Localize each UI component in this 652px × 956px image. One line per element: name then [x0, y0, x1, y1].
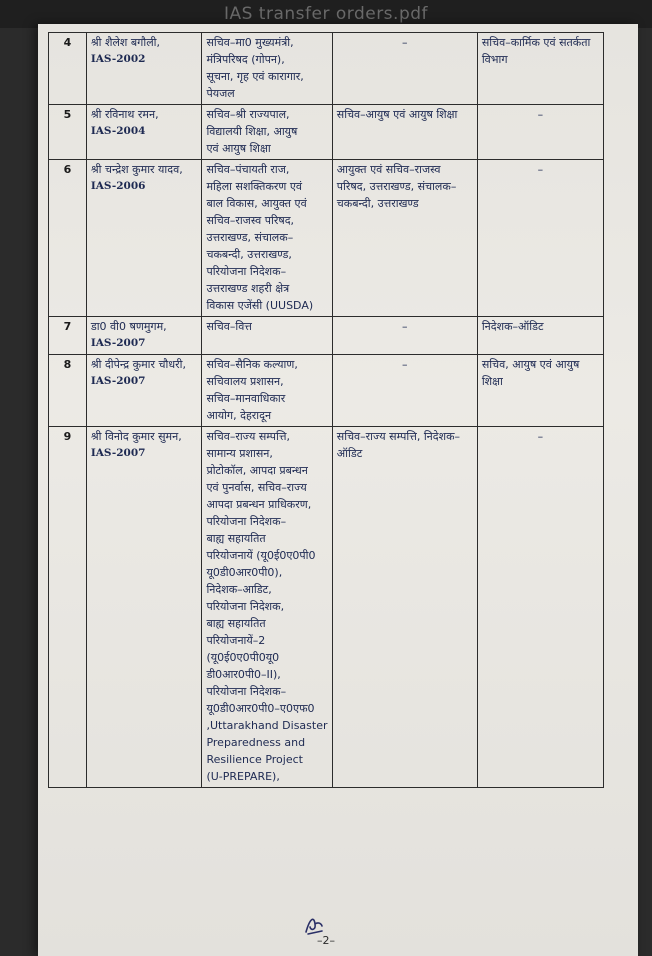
- posting-line: (यू0ई0ए0पी0यू0: [206, 651, 280, 664]
- posting-line: यू0डी0आर0पी0),: [206, 566, 283, 579]
- officer-name: श्री शैलेश बगौली,: [90, 36, 161, 49]
- posting-line: सचिव–सैनिक कल्याण,: [206, 358, 298, 371]
- table-row: [49, 427, 604, 788]
- relieved-from: सचिव–आयुष एवं आयुष शिक्षा: [332, 105, 477, 160]
- table-row: [49, 105, 604, 160]
- posting-line: मंत्रिपरिषद (गोपन),: [206, 53, 285, 66]
- relieved-from: –: [332, 355, 477, 427]
- posting-line: सचिव–वित्त: [206, 320, 252, 333]
- posting-line: विकास एजेंसी (UUSDA): [206, 299, 314, 312]
- officer-name: श्री रविनाथ रमन,: [90, 108, 159, 121]
- officer-name: श्री दीपेन्द्र कुमार चौधरी,: [90, 358, 186, 371]
- posting-line: बाह्य सहायतित: [206, 617, 266, 630]
- posting-line: आयोग, देहरादून: [206, 409, 272, 422]
- posting-line: आपदा प्रबन्धन प्राधिकरण,: [206, 498, 312, 511]
- ias-batch: IAS-2004: [90, 125, 146, 137]
- serial-number: 6: [49, 160, 87, 317]
- table-row: [49, 355, 604, 427]
- posting-line: विद्यालयी शिक्षा, आयुष: [206, 125, 298, 138]
- posting-line: सचिव–मा0 मुख्यमंत्री,: [206, 36, 294, 49]
- current-posting: [202, 160, 332, 317]
- posting-line: परियोजना निदेशक,: [206, 600, 285, 613]
- posting-line: परियोजनायें–2: [206, 634, 266, 647]
- current-posting: [202, 427, 332, 788]
- officer-name: डा0 वी0 षणमुगम,: [90, 320, 167, 333]
- relieved-from: आयुक्त एवं सचिव–राजस्व परिषद, उत्तराखण्ड, संचालक–चकबन्दी, उत्तराखण्ड: [332, 160, 477, 317]
- relieved-from: –: [332, 317, 477, 355]
- officer-cell: [86, 160, 202, 317]
- serial-number: 8: [49, 355, 87, 427]
- posting-line: एवं पुनर्वास, सचिव–राज्य: [206, 481, 307, 494]
- posting-line: यू0डी0आर0पी0–ए0एफ0: [206, 702, 315, 715]
- ias-batch: IAS-2007: [90, 375, 146, 387]
- posting-line: Preparedness and: [206, 736, 306, 749]
- posting-line: सचिव–पंचायती राज,: [206, 163, 290, 176]
- officer-cell: [86, 33, 202, 105]
- posting-line: परियोजना निदेशक–: [206, 265, 287, 278]
- serial-number: 7: [49, 317, 87, 355]
- posting-line: चकबन्दी, उत्तराखण्ड,: [206, 248, 292, 261]
- posting-line: परियोजना निदेशक–: [206, 685, 287, 698]
- posting-line: सचिव–राजस्व परिषद,: [206, 214, 295, 227]
- posting-line: सामान्य प्रशासन,: [206, 447, 273, 460]
- officer-cell: [86, 427, 202, 788]
- current-posting: [202, 105, 332, 160]
- posting-line: परियोजना निदेशक–: [206, 515, 287, 528]
- table-row: [49, 33, 604, 105]
- table-row: [49, 160, 604, 317]
- posting-line: (U-PREPARE),: [206, 770, 280, 783]
- posting-line: परियोजनायें (यू0ई0ए0पी0: [206, 549, 316, 562]
- page-number: –2–: [317, 934, 335, 947]
- posting-line: बाल विकास, आयुक्त एवं: [206, 197, 307, 210]
- current-posting: [202, 355, 332, 427]
- posting-line: एवं आयुष शिक्षा: [206, 142, 271, 155]
- posting-line: प्रोटोकॉल, आपदा प्रबन्धन: [206, 464, 308, 477]
- posting-line: ,Uttarakhand Disaster: [206, 719, 328, 732]
- posting-line: पेयजल: [206, 87, 235, 100]
- posting-line: निदेशक–आडिट,: [206, 583, 272, 596]
- ias-batch: IAS-2006: [90, 180, 146, 192]
- transfer-table: [48, 32, 604, 788]
- ias-batch: IAS-2007: [90, 447, 146, 459]
- current-posting: [202, 33, 332, 105]
- serial-number: 4: [49, 33, 87, 105]
- posting-line: Resilience Project: [206, 753, 303, 766]
- posting-line: महिला सशक्तिकरण एवं: [206, 180, 303, 193]
- new-posting: –: [477, 427, 603, 788]
- officer-cell: [86, 105, 202, 160]
- officer-name: श्री चन्द्रेश कुमार यादव,: [90, 163, 183, 176]
- serial-number: 5: [49, 105, 87, 160]
- officer-name: श्री विनोद कुमार सुमन,: [90, 430, 182, 443]
- posting-line: डी0आर0पी0–II),: [206, 668, 281, 681]
- posting-line: सचिवालय प्रशासन,: [206, 375, 284, 388]
- new-posting: सचिव, आयुष एवं आयुष शिक्षा: [477, 355, 603, 427]
- ias-batch: IAS-2002: [90, 53, 146, 65]
- posting-line: बाह्य सहायतित: [206, 532, 266, 545]
- officer-cell: [86, 317, 202, 355]
- current-posting: [202, 317, 332, 355]
- posting-line: सचिव–मानवाधिकार: [206, 392, 286, 405]
- new-posting: सचिव–कार्मिक एवं सतर्कता विभाग: [477, 33, 603, 105]
- table-row: [49, 317, 604, 355]
- posting-line: सचिव–श्री राज्यपाल,: [206, 108, 290, 121]
- posting-line: उत्तराखण्ड शहरी क्षेत्र: [206, 282, 290, 295]
- relieved-from: –: [332, 33, 477, 105]
- relieved-from: सचिव–राज्य सम्पत्ति, निदेशक–ऑडिट: [332, 427, 477, 788]
- posting-line: उत्तराखण्ड, संचालक–: [206, 231, 294, 244]
- ias-batch: IAS-2007: [90, 337, 146, 349]
- signature-initial: [302, 914, 326, 936]
- posting-line: सूचना, गृह एवं कारागार,: [206, 70, 304, 83]
- new-posting: –: [477, 105, 603, 160]
- new-posting: –: [477, 160, 603, 317]
- serial-number: 9: [49, 427, 87, 788]
- posting-line: सचिव–राज्य सम्पत्ति,: [206, 430, 290, 443]
- officer-cell: [86, 355, 202, 427]
- document-title: IAS transfer orders.pdf: [223, 4, 429, 24]
- new-posting: निदेशक–ऑडिट: [477, 317, 603, 355]
